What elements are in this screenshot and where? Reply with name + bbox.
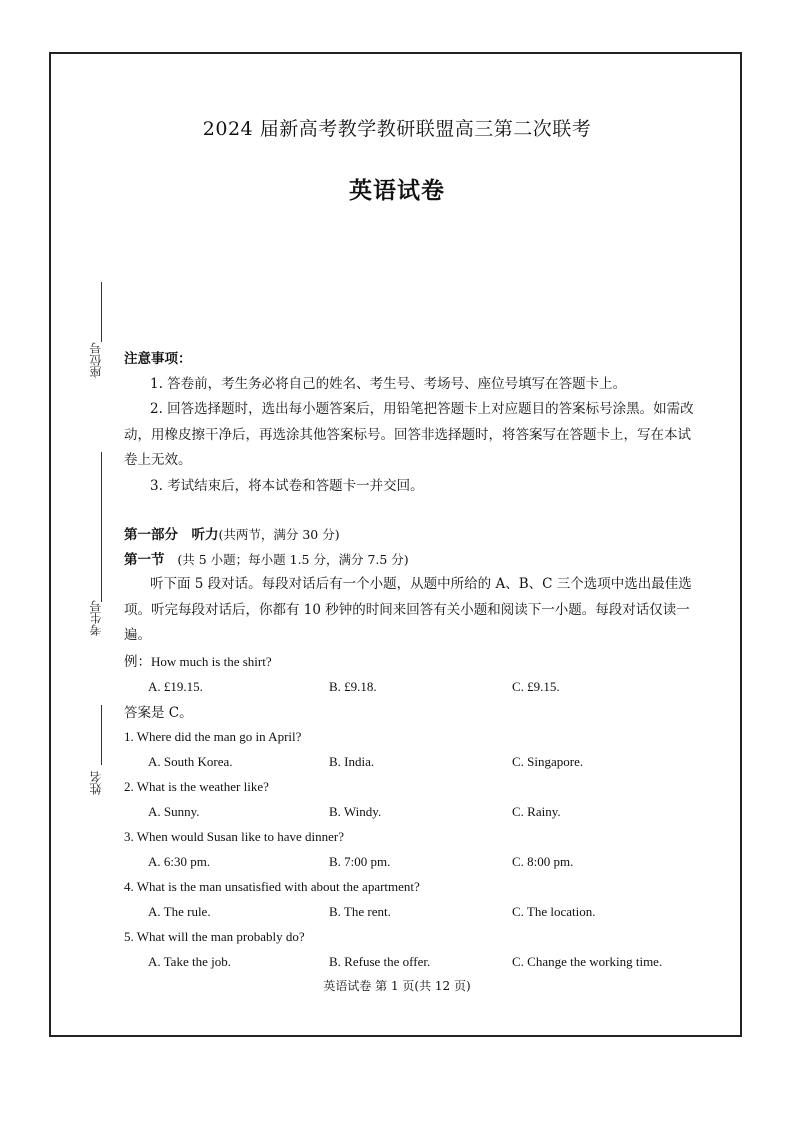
- question-5-option-a: A. Take the job.: [148, 954, 231, 969]
- question-3: 3. When would Susan like to have dinner?: [124, 829, 344, 844]
- question-2-option-a: A. Sunny.: [148, 804, 200, 819]
- notice-item-1: 1. 答卷前，考生务必将自己的姓名、考生号、考场号、座位号填写在答题卡上。: [150, 376, 627, 392]
- binding-line-1: [101, 452, 102, 602]
- example-option-b: B. £9.18.: [329, 679, 377, 694]
- question-5-option-b: B. Refuse the offer.: [329, 954, 431, 969]
- name-label: 姓名: [89, 771, 103, 795]
- question-4-option-c: C. The location.: [512, 904, 596, 919]
- exam-title: 2024 届新高考教学教研联盟高三第二次联考: [202, 118, 592, 140]
- section1-note: (共 5 小题；每小题 1.5 分，满分 7.5 分): [177, 552, 409, 567]
- exam-number-label: 考生号: [89, 600, 103, 636]
- question-3-option-a: A. 6:30 pm.: [148, 854, 211, 869]
- question-5-option-c: C. Change the working time.: [512, 954, 663, 969]
- question-1-option-c: C. Singapore.: [512, 754, 584, 769]
- section1-instructions: 听下面 5 段对话。每段对话后有一个小题，从题中所给的 A、B、C 三个选项中选出最佳选项。听完每段对话后，你都有 10 秒钟的时间来回答有关小题和阅读下一小题。每段对话仅读一遍。: [124, 576, 692, 643]
- question-4: 4. What is the man unsatisfied with about the apartment?: [124, 879, 420, 894]
- part1-title: 第一部分 听力: [124, 527, 219, 543]
- question-4-option-b: B. The rent.: [329, 904, 391, 919]
- example-option-c: C. £9.15.: [512, 679, 560, 694]
- question-3-option-c: C. 8:00 pm.: [512, 854, 574, 869]
- question-5: 5. What will the man probably do?: [124, 929, 305, 944]
- question-2-option-b: B. Windy.: [329, 804, 382, 819]
- page-footer: 英语试卷 第 1 页(共 12 页): [323, 979, 471, 993]
- question-3-option-b: B. 7:00 pm.: [329, 854, 391, 869]
- part1-note: (共两节，满分 30 分): [218, 527, 340, 542]
- example-answer: 答案是 C。: [124, 705, 193, 721]
- subject-title: 英语试卷: [349, 177, 445, 204]
- name-line: [101, 705, 102, 765]
- question-4-option-a: A. The rule.: [148, 904, 211, 919]
- question-1: 1. Where did the man go in April?: [124, 729, 302, 744]
- notice-heading: 注意事项：: [124, 351, 192, 367]
- notice-item-2: 2. 回答选择题时，选出每小题答案后，用铅笔把答题卡上对应题目的答案标号涂黑。如需改动，用橡皮擦干净后，再选涂其他答案标号。回答非选择题时，将答案写在答题卡上，写在本试卷上无效。: [124, 401, 694, 468]
- question-2-option-c: C. Rainy.: [512, 804, 561, 819]
- seat-label: 座位号: [89, 342, 103, 378]
- section1-heading: [124, 547, 409, 573]
- question-1-option-b: B. India.: [329, 754, 375, 769]
- notice-item-3: 3. 考试结束后，将本试卷和答题卡一并交回。: [150, 478, 424, 494]
- example-question: [124, 649, 272, 675]
- part1-heading: [124, 522, 340, 548]
- seat-line: [101, 282, 102, 342]
- question-1-option-a: A. South Korea.: [148, 754, 233, 769]
- example-question-text: How much is the shirt?: [151, 654, 272, 669]
- question-2: 2. What is the weather like?: [124, 779, 269, 794]
- section1-title: 第一节: [124, 552, 165, 568]
- example-option-a: A. £19.15.: [148, 679, 203, 694]
- example-label: 例：: [124, 654, 151, 670]
